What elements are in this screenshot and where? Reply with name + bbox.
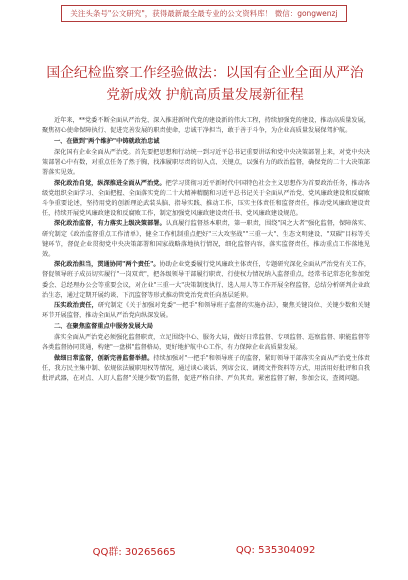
paragraph-text: 持续加强对"一把手"和领导班子的监督，紧盯领导干部落实全面从严治党主体责任，我方民主集中制、依规依法履职用权等情况，通过谈心谈话、列席会议、调阅文件资料等方式，用活用好批评和自我批评武器，在对点、人盯人监督"关键少数"的监督，促进严格自律、严负其责。紧密监督了解，参加会议，查阅问题。 bbox=[42, 354, 370, 382]
paragraph bbox=[42, 301, 370, 321]
paragraph-lead: 深化政治监督，有力落实上级决策部署。 bbox=[54, 220, 166, 228]
paragraph-text: 落实全面从严治党必须强化监督职责，立足围绕中心、服务大局，做好日常监督、专项监督、巡察监督、职能监督等各类监督协同贯通，构建"一盘棋"监督格局，更好地护航中心工作，有力保障企业高质量发展。 bbox=[42, 333, 370, 352]
footer-qq-group: QQ群: 30265665 bbox=[92, 546, 176, 558]
paragraph bbox=[42, 179, 370, 219]
paragraph bbox=[42, 219, 370, 259]
footer-contacts bbox=[0, 540, 408, 560]
paragraph-lead: 压实政治责任， bbox=[54, 302, 98, 310]
paragraph-text: 深化国有企业全面从严治党。首先要把思想和行动统一到习近平总书记重要讲话和党中央决策部署上来，对党中央决策部署心中有数，对重点任务了然于胸，找准履职尽责的切入点、关键点，以强有力的政治监督，确保党的二十大决策部署落实见效。 bbox=[42, 148, 370, 176]
section-heading: 二、在聚焦监督重点中服务发展大局 bbox=[54, 323, 153, 331]
paragraph bbox=[42, 354, 370, 384]
paragraph-text: 认真履行监督基本职责，第一职责，围绕"国之大者"强化监督，保障落实、研究制定《政治监督重点工作清单》，健全工作机制重点把好"三大攻坚战""三重一大"、生态文明建设、"双碳"目标等关键环节，督促企业贯彻党中央决策部署和国家战略落地执行情况，细化监督内容，落实监督责任，推动重点工作落地见效。 bbox=[42, 220, 370, 258]
section-heading: 一、在做到"两个维护"中铸就政治忠诚 bbox=[54, 138, 160, 146]
top-banner bbox=[0, 0, 408, 26]
paragraph bbox=[42, 333, 370, 353]
document-body bbox=[42, 116, 370, 384]
paragraph-text: 研究制定《关于加强对党委"一把手"和领导班子监督的实施办法》，聚焦关键岗位、关键少数和关键环节开展监督，推动全面从严治党向纵深发展。 bbox=[42, 302, 371, 320]
footer-qq: QQ: 535304092 bbox=[235, 544, 316, 556]
paragraph-lead: 做细日常监督，创新完善监督举措。 bbox=[54, 354, 154, 362]
paragraph bbox=[42, 148, 370, 178]
paragraph bbox=[42, 260, 370, 300]
paragraph-text: 把学习贯彻习近平新时代中国特色社会主义思想作为首要政治任务，推动各级党组织全面学习、全面把握、全面落实党的二十大精神精髓和习近平总书记关于全面从严治党、党风廉政建设和反腐败斗争重要论述，坚持用党的创新理论武装头脑、指导实践、推动工作，压实主体责任和监督责任，推动党风廉政建设责任，持续开展党风廉政建设和反腐败工作，制定加强党风廉政建设责任书、党风廉政建设规范。 bbox=[42, 179, 371, 217]
paragraph-lead: 深化政治自觉，纵深推进全面从严治党。 bbox=[54, 179, 166, 187]
document-title: 国企纪检监察工作经验做法：以国有企业全面从严治党新成效 护航高质量发展新征程 bbox=[46, 65, 364, 103]
paragraph-lead: 深化政治担当，贯通协同"两个责任"。 bbox=[54, 261, 160, 269]
top-banner-notice: 关注头条号"公文研究"，获得最新最全最专业的公文资料库！ 微信：gongwenzj bbox=[61, 5, 346, 22]
paragraph-text: 协助企业党委履行党风廉政主体责任，专题研究深化全面从严治党有关工作，督促领导班子成员切实履行"一岗双责"，把各级领导干部履行职责、行使权力情况纳入监督重点，经常书记常态化参加党委会、总经理办公会等重要会议，对企业"三重一大"决策制度执行、选人用人等工作开展全程监督，总结分析研判企业政治生态，通过定期开展约谈、下沉监督等形式推动管党治党责任向基层延伸。 bbox=[42, 261, 370, 299]
intro-paragraph: 近年来，**党委不断全面从严治党、深入推进新时代党的建设新的伟大工程，持续加强党的建设，推动高质量发展，聚焦初心使命保障执行、促进完善发展的职责使命，忠诚干净担当，敢于善于斗争，为企业高质量发展保驾护航。 bbox=[42, 117, 370, 135]
